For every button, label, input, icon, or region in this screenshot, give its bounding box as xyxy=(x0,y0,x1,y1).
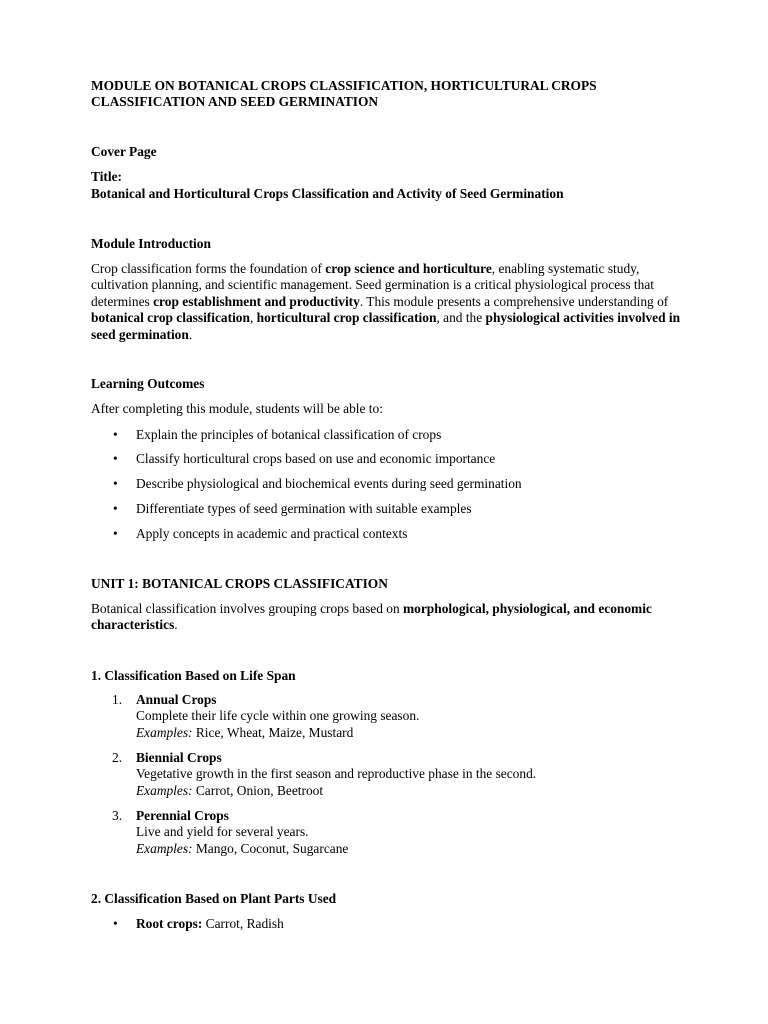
cover-heading: Cover Page xyxy=(91,144,157,159)
outcome-item: Differentiate types of seed germination with suitable examples xyxy=(136,501,472,516)
list-number: 3. xyxy=(112,808,123,823)
bullet-marker: • xyxy=(113,526,118,541)
unit1-paragraph: Botanical classification involves grouping crops based on morphological, physiological, and economic characteristics. xyxy=(91,601,652,633)
outcomes-heading: Learning Outcomes xyxy=(91,376,205,391)
bullet-marker: • xyxy=(113,501,118,516)
list-item: Annual Crops Complete their life cycle within one growing season. Examples: Rice, Wheat, Maize, Mustard xyxy=(136,692,420,740)
plantparts-heading: 2. Classification Based on Plant Parts Used xyxy=(91,891,337,906)
outcome-item: Describe physiological and biochemical events during seed germination xyxy=(136,476,522,491)
module-title: MODULE ON BOTANICAL CROPS CLASSIFICATION, HORTICULTURAL CROPS CLASSIFICATION AND SEED GERMINATION xyxy=(91,78,597,110)
list-number: 1. xyxy=(112,692,123,707)
bullet-marker: • xyxy=(113,476,118,491)
list-item: Biennial Crops Vegetative growth in the first season and reproductive phase in the second. Examples: Carrot, Onion, Beetroot xyxy=(136,750,537,798)
introduction-heading: Module Introduction xyxy=(91,236,211,251)
outcomes-intro: After completing this module, students will be able to: xyxy=(91,401,383,416)
introduction-paragraph: Crop classification forms the foundation of crop science and horticulture, enabling systematic study, cultivation planning, and scientific management. Seed germination is a critical physiological process that determines crop establishment and productivity. This module presents a comprehensive understanding of botanical crop classification, horticultural crop classification, and the physiological activities involved in seed germination. xyxy=(91,261,681,342)
title-label: Title: xyxy=(91,169,122,184)
outcome-item: Apply concepts in academic and practical contexts xyxy=(136,526,408,541)
list-number: 2. xyxy=(112,750,123,765)
bullet-marker: • xyxy=(113,427,118,442)
lifespan-heading: 1. Classification Based on Life Span xyxy=(91,668,296,683)
outcome-item: Classify horticultural crops based on use and economic importance xyxy=(136,451,496,466)
outcome-item: Explain the principles of botanical classification of crops xyxy=(136,427,442,442)
unit1-heading: UNIT 1: BOTANICAL CROPS CLASSIFICATION xyxy=(91,576,388,591)
list-item: Perennial Crops Live and yield for several years. Examples: Mango, Coconut, Sugarcane xyxy=(136,808,349,856)
list-item: Root crops: Carrot, Radish xyxy=(136,916,284,931)
bullet-marker: • xyxy=(113,916,118,931)
title-value: Botanical and Horticultural Crops Classification and Activity of Seed Germination xyxy=(91,186,564,201)
bullet-marker: • xyxy=(113,451,118,466)
